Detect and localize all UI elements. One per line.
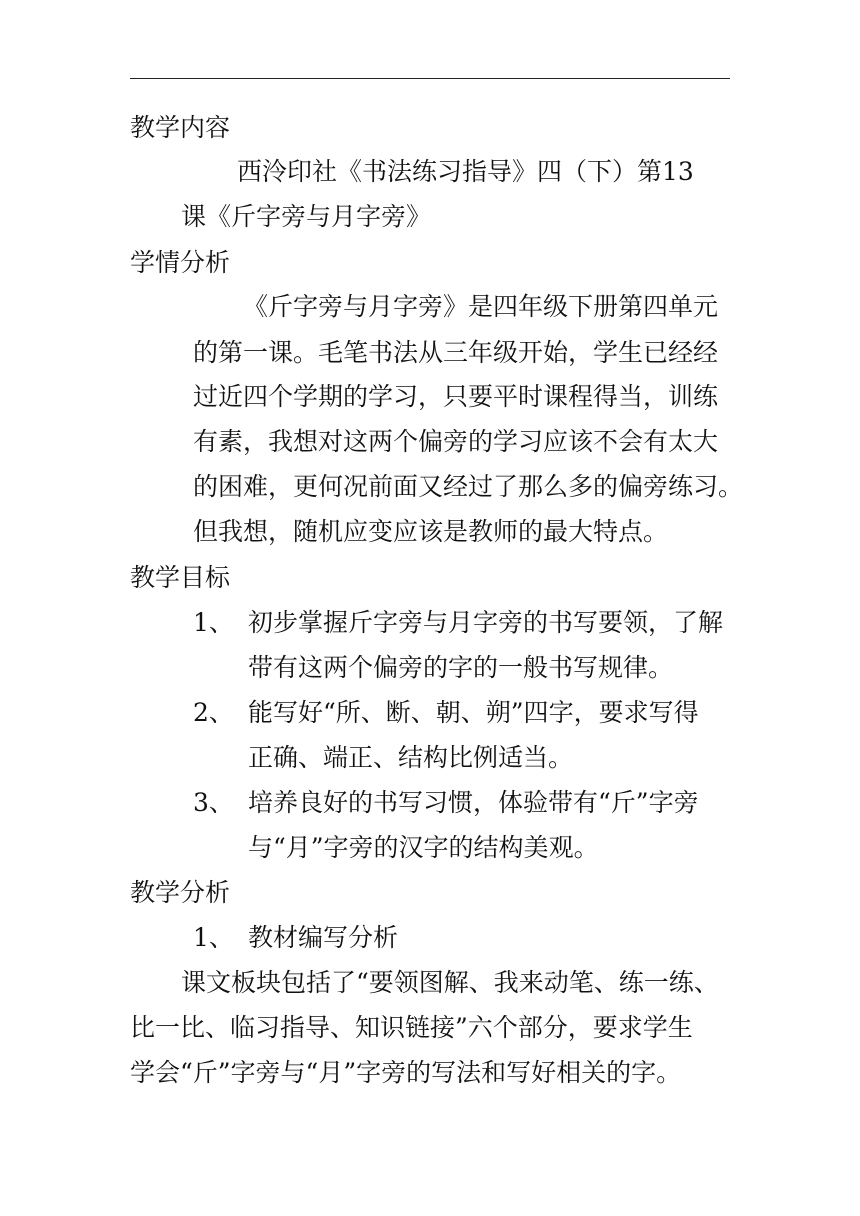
goal-line: 培养良好的书写习惯，体验带有“斤”字旁 (248, 788, 699, 817)
goal-line: 能写好“所、断、朝、朔”四字，要求写得 (248, 698, 699, 727)
content-line-2: 课《斤字旁与月字旁》 (181, 202, 432, 231)
goal-number: 2、 (193, 698, 234, 727)
teaching-analysis-line-3: 学会“斤”字旁与“月”字旁的写法和写好相关的字。 (130, 1058, 682, 1087)
analysis-line-2: 的第一课。毛笔书法从三年级开始，学生已经经 (193, 338, 719, 367)
section-heading-content: 教学内容 (130, 113, 231, 142)
teaching-analysis-line-1: 课文板块包括了“要领图解、我来动笔、练一练、 (181, 968, 719, 997)
section-heading-analysis: 学情分析 (130, 248, 231, 277)
goal-line: 正确、端正、结构比例适当。 (248, 743, 574, 772)
section-heading-goals: 教学目标 (130, 563, 231, 592)
analysis-line-4: 有素，我想对这两个偏旁的学习应该不会有太大 (193, 427, 719, 456)
subsection-title: 教材编写分析 (248, 923, 399, 952)
header-rule (130, 78, 730, 79)
analysis-line-5: 的困难，更何况前面又经过了那么多的偏旁练习。 (193, 472, 744, 501)
teaching-analysis-line-2: 比一比、临习指导、知识链接”六个部分，要求学生 (130, 1013, 693, 1042)
goal-number: 1、 (193, 608, 234, 637)
goal-line: 带有这两个偏旁的字的一般书写规律。 (248, 653, 674, 682)
goal-line: 初步掌握斤字旁与月字旁的书写要领，了解 (248, 608, 724, 637)
subsection-number: 1、 (193, 923, 234, 952)
analysis-line-1: 《斤字旁与月字旁》是四年级下册第四单元 (243, 292, 719, 321)
goal-number: 3、 (193, 788, 234, 817)
analysis-line-6: 但我想，随机应变应该是教师的最大特点。 (193, 517, 669, 546)
content-line-1: 西泠印社《书法练习指导》四（下）第13 (237, 157, 694, 186)
section-heading-teaching-analysis: 教学分析 (130, 878, 231, 907)
analysis-line-3: 过近四个学期的学习，只要平时课程得当，训练 (193, 382, 719, 411)
goal-line: 与“月”字旁的汉字的结构美观。 (248, 833, 599, 862)
